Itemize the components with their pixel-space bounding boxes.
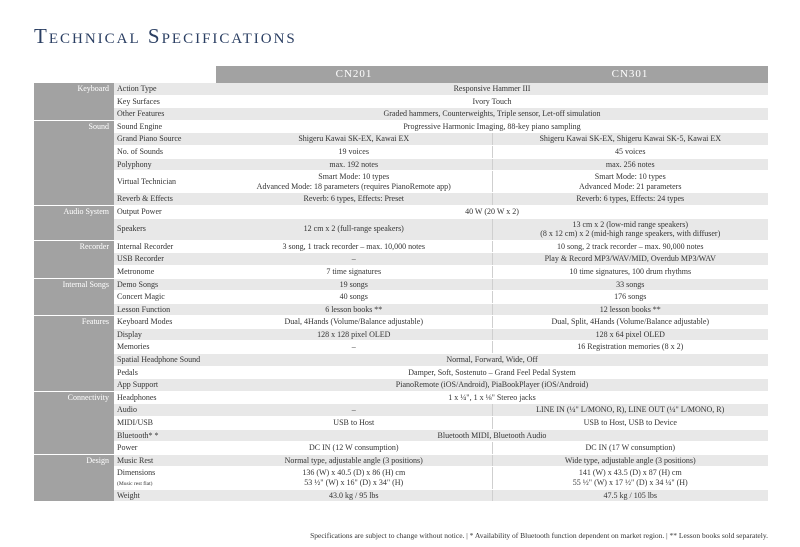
- category-label: Features: [34, 316, 114, 392]
- cn201-value: –: [216, 404, 492, 417]
- category-label: Connectivity: [34, 391, 114, 454]
- shared-value: Responsive Hammer III: [216, 83, 768, 95]
- cn301-value: LINE IN (¼" L/MONO, R), LINE OUT (¼" L/MONO, R): [492, 404, 768, 417]
- feature-text: Bluetooth* *: [117, 430, 159, 440]
- cn201-value: 19 songs: [216, 278, 492, 291]
- feature-text: Key Surfaces: [117, 96, 160, 106]
- spec-sheet: [34, 66, 768, 502]
- spec-row: [34, 95, 768, 108]
- spec-row: [34, 145, 768, 158]
- cn301-value: 10 song, 2 track recorder – max. 90,000 notes: [492, 240, 768, 253]
- feature-text: Spatial Headphone Sound: [117, 355, 201, 365]
- feature-text: No. of Sounds: [117, 146, 164, 156]
- cn301-value: max. 256 notes: [492, 158, 768, 171]
- shared-value: PianoRemote (iOS/Android), PiaBookPlayer (iOS/Android): [216, 379, 768, 392]
- feature-text: Music Rest: [117, 455, 154, 465]
- cn301-value: Smart Mode: 10 types Advanced Mode: 21 parameters: [492, 171, 768, 193]
- feature-label: [114, 240, 216, 253]
- feature-label: [114, 253, 216, 266]
- spec-row: [34, 379, 768, 392]
- cn301-value: Reverb: 6 types, Effects: 24 types: [492, 193, 768, 206]
- shared-value: 1 x ¼", 1 x ⅛" Stereo jacks: [216, 391, 768, 404]
- feature-text: Action Type: [117, 84, 157, 93]
- feature-text: Pedals: [117, 367, 138, 377]
- feature-label: [114, 379, 216, 392]
- cn201-value: 19 voices: [216, 145, 492, 158]
- cn201-value: USB to Host: [216, 417, 492, 430]
- category-label: Audio System: [34, 205, 114, 240]
- cn301-value: 13 cm x 2 (low-mid range speakers) (8 x 12 cm) x 2 (mid-high range speakers, with diffuser): [492, 218, 768, 240]
- cn201-value: Dual, 4Hands (Volume/Balance adjustable): [216, 316, 492, 329]
- cn301-value: 10 time signatures, 100 drum rhythms: [492, 265, 768, 278]
- feature-label: [114, 467, 216, 489]
- feature-text: Polyphony: [117, 159, 152, 169]
- feature-note: (Music rest flat): [117, 481, 153, 487]
- category-label: Internal Songs: [34, 278, 114, 316]
- feature-label: [114, 171, 216, 193]
- spec-row: [34, 454, 768, 467]
- spec-row: [34, 366, 768, 379]
- spec-row: [34, 205, 768, 218]
- cn301-value: USB to Host, USB to Device: [492, 417, 768, 430]
- feature-label: [114, 328, 216, 341]
- feature-text: Metronome: [117, 266, 155, 276]
- cn301-value: Dual, Split, 4Hands (Volume/Balance adjustable): [492, 316, 768, 329]
- spec-row: [34, 158, 768, 171]
- feature-label: [114, 303, 216, 316]
- spec-row: [34, 278, 768, 291]
- model-header-cn301: CN301: [492, 66, 768, 83]
- spec-row: [34, 83, 768, 95]
- model-header-row: [34, 66, 768, 83]
- spec-row: [34, 316, 768, 329]
- feature-text: Display: [117, 329, 142, 339]
- feature-text: Memories: [117, 342, 150, 352]
- category-label: Sound: [34, 120, 114, 205]
- feature-text: Power: [117, 443, 138, 453]
- shared-value: Ivory Touch: [216, 95, 768, 108]
- feature-label: [114, 489, 216, 502]
- feature-text: USB Recorder: [117, 254, 164, 264]
- feature-text: Lesson Function: [117, 304, 171, 314]
- feature-text: Reverb & Effects: [117, 194, 173, 204]
- spec-row: [34, 467, 768, 489]
- feature-label: [114, 417, 216, 430]
- spec-row: [34, 120, 768, 133]
- feature-label: [114, 391, 216, 404]
- feature-label: [114, 108, 216, 121]
- cn301-value: DC IN (17 W consumption): [492, 442, 768, 455]
- cn201-value: –: [216, 253, 492, 266]
- cn201-value: Shigeru Kawai SK-EX, Kawai EX: [216, 133, 492, 146]
- spec-row: [34, 218, 768, 240]
- shared-value: Progressive Harmonic Imaging, 88-key piano sampling: [216, 120, 768, 133]
- feature-label: [114, 366, 216, 379]
- spec-row: [34, 171, 768, 193]
- cn301-value: 141 (W) x 43.5 (D) x 87 (H) cm 55 ½" (W) x 17 ½" (D) x 34 ¼" (H): [492, 467, 768, 489]
- spec-row: [34, 108, 768, 121]
- cn201-value: 7 time signatures: [216, 265, 492, 278]
- feature-text: Other Features: [117, 109, 165, 119]
- spec-table: [34, 66, 768, 502]
- feature-label: [114, 83, 216, 95]
- category-label: Keyboard: [34, 83, 114, 120]
- feature-text: Speakers: [117, 224, 146, 234]
- cn201-value: 40 songs: [216, 291, 492, 304]
- spec-row: [34, 133, 768, 146]
- cn201-value: 3 song, 1 track recorder – max. 10,000 notes: [216, 240, 492, 253]
- cn201-value: DC IN (12 W consumption): [216, 442, 492, 455]
- spec-row: [34, 291, 768, 304]
- feature-label: [114, 145, 216, 158]
- feature-label: [114, 291, 216, 304]
- feature-label: [114, 454, 216, 467]
- feature-label: [114, 265, 216, 278]
- cn301-value: 16 Registration memories (8 x 2): [492, 341, 768, 354]
- shared-value: Damper, Soft, Sostenuto – Grand Feel Pedal System: [216, 366, 768, 379]
- cn301-value: Shigeru Kawai SK-EX, Shigeru Kawai SK-5, Kawai EX: [492, 133, 768, 146]
- feature-label: [114, 442, 216, 455]
- spec-row: [34, 391, 768, 404]
- cn201-value: 6 lesson books **: [216, 303, 492, 316]
- feature-text: Output Power: [117, 206, 162, 216]
- feature-text: App Support: [117, 380, 159, 390]
- spec-row: [34, 442, 768, 455]
- shared-value: 40 W (20 W x 2): [216, 205, 768, 218]
- cn301-value: 176 songs: [492, 291, 768, 304]
- cn201-value: Reverb: 6 types, Effects: Preset: [216, 193, 492, 206]
- feature-text: Keyboard Modes: [117, 317, 173, 327]
- feature-label: [114, 316, 216, 329]
- cn301-value: 12 lesson books **: [492, 303, 768, 316]
- spec-row: [34, 253, 768, 266]
- spec-row: [34, 328, 768, 341]
- model-header-cn201: CN201: [216, 66, 492, 83]
- shared-value: Bluetooth MIDI, Bluetooth Audio: [216, 429, 768, 442]
- spec-row: [34, 417, 768, 430]
- feature-label: [114, 341, 216, 354]
- cn201-value: 136 (W) x 40.5 (D) x 86 (H) cm 53 ½" (W) x 16" (D) x 34" (H): [216, 467, 492, 489]
- cn301-value: 47.5 kg / 105 lbs: [492, 489, 768, 502]
- spec-row: [34, 303, 768, 316]
- feature-label: [114, 193, 216, 206]
- feature-text: Grand Piano Source: [117, 134, 182, 144]
- feature-text: Internal Recorder: [117, 241, 174, 251]
- feature-label: [114, 205, 216, 218]
- feature-text: Headphones: [117, 392, 157, 402]
- page-title: Technical Specifications: [34, 24, 297, 48]
- spec-row: [34, 240, 768, 253]
- feature-text: Virtual Technician: [117, 176, 177, 186]
- category-label: Design: [34, 454, 114, 501]
- spec-row: [34, 265, 768, 278]
- feature-text: Weight: [117, 490, 140, 500]
- header-spacer: [34, 66, 216, 83]
- cn201-value: 128 x 128 pixel OLED: [216, 328, 492, 341]
- footnote: Specifications are subject to change without notice. | * Availability of Bluetooth function dependent on market region. | ** Lesson books sold separately.: [310, 531, 768, 540]
- spec-row: [34, 354, 768, 367]
- feature-text: Sound Engine: [117, 121, 163, 131]
- feature-label: [114, 218, 216, 240]
- cn201-value: max. 192 notes: [216, 158, 492, 171]
- feature-text: MIDI/USB: [117, 418, 154, 428]
- cn201-value: Normal type, adjustable angle (3 positions): [216, 454, 492, 467]
- feature-label: [114, 95, 216, 108]
- feature-text: Concert Magic: [117, 292, 165, 302]
- feature-label: [114, 404, 216, 417]
- feature-label: [114, 354, 216, 367]
- feature-label: [114, 120, 216, 133]
- spec-row: [34, 489, 768, 502]
- cn301-value: 33 songs: [492, 278, 768, 291]
- feature-label: [114, 278, 216, 291]
- spec-row: [34, 341, 768, 354]
- spec-row: [34, 429, 768, 442]
- cn301-value: Play & Record MP3/WAV/MID, Overdub MP3/WAV: [492, 253, 768, 266]
- cn301-value: Wide type, adjustable angle (3 positions): [492, 454, 768, 467]
- feature-text: Audio: [117, 405, 137, 415]
- spec-row: [34, 404, 768, 417]
- feature-label: [114, 429, 216, 442]
- cn201-value: 12 cm x 2 (full-range speakers): [216, 218, 492, 240]
- cn201-value: 43.0 kg / 95 lbs: [216, 489, 492, 502]
- cn201-value: –: [216, 341, 492, 354]
- cn301-value: 128 x 64 pixel OLED: [492, 328, 768, 341]
- cn301-value: 45 voices: [492, 145, 768, 158]
- shared-value: Graded hammers, Counterweights, Triple sensor, Let-off simulation: [216, 108, 768, 121]
- feature-label: [114, 158, 216, 171]
- category-label: Recorder: [34, 240, 114, 278]
- feature-label: [114, 133, 216, 146]
- spec-row: [34, 193, 768, 206]
- feature-text: Dimensions: [117, 468, 156, 478]
- shared-value: Normal, Forward, Wide, Off: [216, 354, 768, 367]
- feature-text: Demo Songs: [117, 279, 159, 289]
- cn201-value: Smart Mode: 10 types Advanced Mode: 18 parameters (requires PianoRemote app): [216, 171, 492, 193]
